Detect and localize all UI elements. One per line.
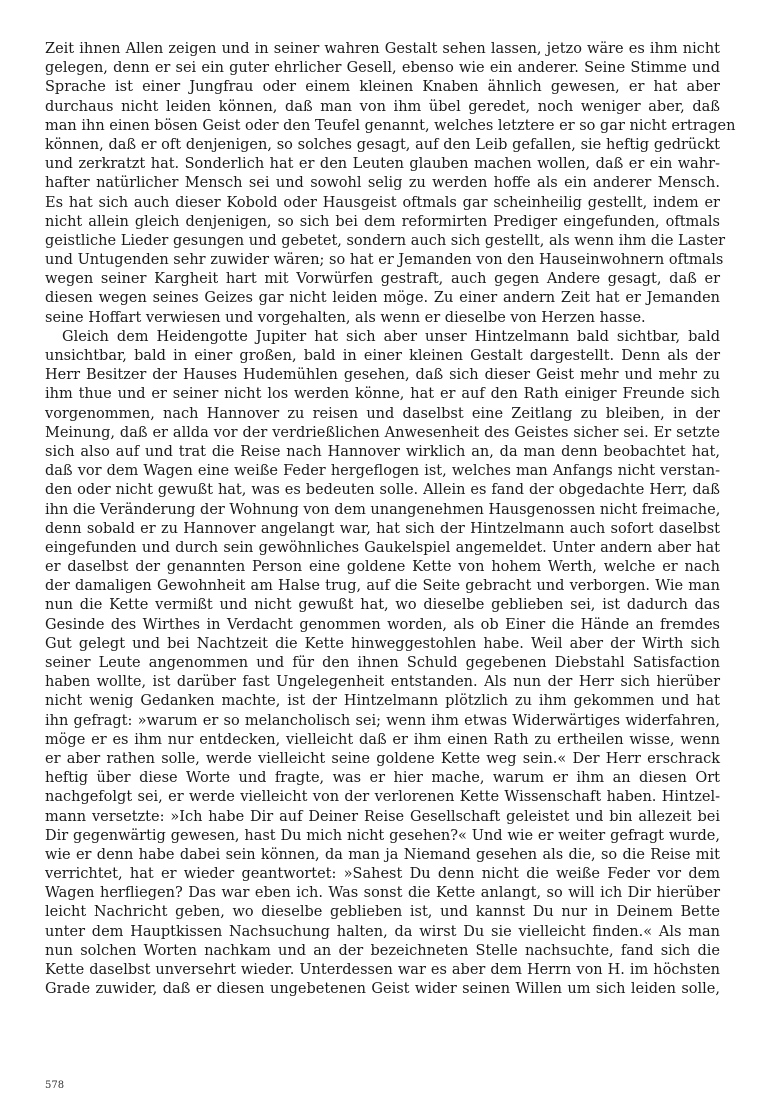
text-line: Herr Besitzer der Hauses Hudemühlen gesehen, daß sich dieser Geist mehr und mehr zu (45, 367, 720, 384)
text-line: Gesinde des Wirthes in Verdacht genommen worden, als ob Einer die Hände an fremdes (45, 616, 720, 633)
text-line: vorgenommen, nach Hannover zu reisen und daselbst eine Zeitlang zu bleiben, in der (45, 405, 720, 422)
text-line: Gut gelegt und bei Nachtzeit die Kette hinweggestohlen habe. Weil aber der Wirth sich (45, 635, 720, 652)
paragraph (45, 328, 720, 1000)
page-number: 578 (45, 1080, 65, 1091)
text-line: den oder nicht gewußt hat, was es bedeuten solle. Allein es fand der obgedachte Herr, daß (45, 482, 720, 499)
text-line: er daselbst der genannten Person eine goldene Kette von hohem Werth, welche er nach (45, 559, 720, 576)
text-line: nun solchen Worten nachkam und an der bezeichneten Stelle nachsuchte, fand sich die (45, 942, 720, 959)
text-line: Es hat sich auch dieser Kobold oder Hausgeist oftmals gar scheinheilig gestellt, indem er (45, 194, 720, 211)
text-line: gelegen, denn er sei ein guter ehrlicher Gesell, ebenso wie ein anderer. Seine Stimme und (45, 60, 720, 77)
text-line: leicht Nachricht geben, wo dieselbe geblieben ist, und kannst Du nur in Deinem Bette (45, 904, 720, 921)
text-line: Sprache ist einer Jungfrau oder einem kleinen Knaben ähnlich gewesen, er hat aber (45, 79, 720, 96)
text-line: Wagen herfliegen? Das war eben ich. Was sonst die Kette anlangt, so will ich Dir hierüber (45, 885, 720, 902)
paragraph (45, 40, 736, 328)
text-line: man ihn einen bösen Geist oder den Teufel genannt, welches letztere er so gar nicht ertragen (45, 117, 736, 134)
text-line: ihm thue und er seiner nicht los werden könne, hat er auf den Rath einiger Freunde sich (45, 386, 720, 403)
text-line: mann versetzte: »Ich habe Dir auf Deiner Reise Gesellschaft geleistet und bin allezeit bei (45, 808, 720, 825)
text-line: haben wollte, ist darüber fast Ungelegenheit entstanden. Als nun der Herr sich hierüber (45, 674, 720, 691)
text-line: nicht wenig Gedanken machte, ist der Hintzelmann plötzlich zu ihm gekommen und hat (45, 693, 720, 710)
text-line: Grade zuwider, daß er diesen ungebetenen Geist wider seinen Willen um sich leiden solle, (45, 981, 720, 998)
text-line: ihn gefragt: »warum er so melancholisch sei; wenn ihm etwas Widerwärtiges widerfahren, (45, 712, 720, 729)
body-text (45, 40, 736, 999)
text-line: denn sobald er zu Hannover angelangt war, hat sich der Hintzelmann auch sofort daselbst (45, 520, 720, 537)
text-line: ihn die Veränderung der Wohnung von dem unangenehmen Hausgenossen nicht freimache, (45, 501, 721, 518)
text-line: und Untugenden sehr zuwider wären; so hat er Jemanden von den Hauseinwohnern oftmals (45, 252, 724, 269)
text-line: der damaligen Gewohnheit am Halse trug, auf die Seite gebracht und verborgen. Wie man (45, 578, 720, 595)
text-line: durchaus nicht leiden können, daß man von ihm übel geredet, noch weniger aber, daß (45, 98, 720, 115)
text-line: geistliche Lieder gesungen und gebetet, sondern auch sich gestellt, als wenn ihm die Laster (45, 232, 726, 249)
text-line: Gleich dem Heidengotte Jupiter hat sich aber unser Hintzelmann bald sichtbar, bald (62, 328, 720, 345)
text-line: Dir gegenwärtig gewesen, hast Du mich nicht gesehen?« Und wie er weiter gefragt wurde, (45, 827, 720, 844)
text-line: nicht allein gleich denjenigen, so sich bei dem reformirten Prediger eingefunden, oftmals (45, 213, 720, 230)
text-line: wie er denn habe dabei sein können, da man ja Niemand gesehen als die, so die Reise mit (45, 846, 720, 863)
text-line: möge er es ihm nur entdecken, vielleicht daß er ihm einen Rath zu ertheilen wisse, wenn (45, 731, 720, 748)
text-line: unter dem Hauptkissen Nachsuchung halten, da wirst Du sie vielleicht finden.« Als man (45, 923, 720, 940)
text-line: wegen seiner Kargheit hart mit Vorwürfen gestraft, auch gegen Andere gesagt, daß er (45, 271, 720, 288)
text-line: daß vor dem Wagen eine weiße Feder hergeflogen ist, welches man Anfangs nicht verstan- (45, 463, 720, 480)
text-line: heftig über diese Worte und fragte, was er hier mache, warum er ihm an diesen Ort (45, 770, 720, 787)
text-line: unsichtbar, bald in einer großen, bald in einer kleinen Gestalt dargestellt. Denn als der (45, 348, 720, 364)
text-line: können, daß er oft denjenigen, so solches gesagt, auf den Leib gefallen, sie heftig gedrückt (45, 136, 720, 153)
text-line: verrichtet, hat er wieder geantwortet: »Sahest Du denn nicht die weiße Feder vor dem (45, 866, 720, 883)
text-line: und zerkratzt hat. Sonderlich hat er den Leuten glauben machen wollen, daß er ein wahr- (45, 156, 720, 173)
text-line: Kette daselbst unversehrt wieder. Unterdessen war es aber dem Herrn von H. im höchsten (45, 962, 720, 978)
text-line: seine Hoffart verwiesen und vorgehalten, als wenn er dieselbe von Herzen hasse. (45, 309, 646, 326)
text-line: sich also auf und trat die Reise nach Hannover wirklich an, da man denn beobachtet hat, (45, 443, 720, 460)
text-line: er aber rathen solle, werde vielleicht seine goldene Kette weg sein.« Der Herr erschrack (45, 750, 720, 767)
text-line: nachgefolgt sei, er werde vielleicht von der verlorenen Kette Wissenschaft haben. Hintzel- (45, 789, 720, 806)
text-line: seiner Leute angenommen und für den ihnen Schuld gegebenen Diebstahl Satisfaction (45, 655, 720, 671)
text-line: diesen wegen seines Geizes gar nicht leiden möge. Zu einer andern Zeit hat er Jemanden (45, 290, 720, 307)
text-line: Zeit ihnen Allen zeigen und in seiner wahren Gestalt sehen lassen, jetzo wäre es ihm nicht (45, 41, 720, 57)
text-line: eingefunden und durch sein gewöhnliches Gaukelspiel angemeldet. Unter andern aber hat (45, 539, 720, 556)
text-line: nun die Kette vermißt und nicht gewußt hat, wo dieselbe geblieben sei, ist dadurch das (45, 597, 720, 614)
text-line: Meinung, daß er allda vor der verdrießlichen Anwesenheit des Geistes sicher sei. Er setzte (45, 424, 720, 441)
text-line: hafter natürlicher Mensch sei und sowohl selig zu werden hoffe als ein anderer Mensch. (45, 175, 720, 192)
